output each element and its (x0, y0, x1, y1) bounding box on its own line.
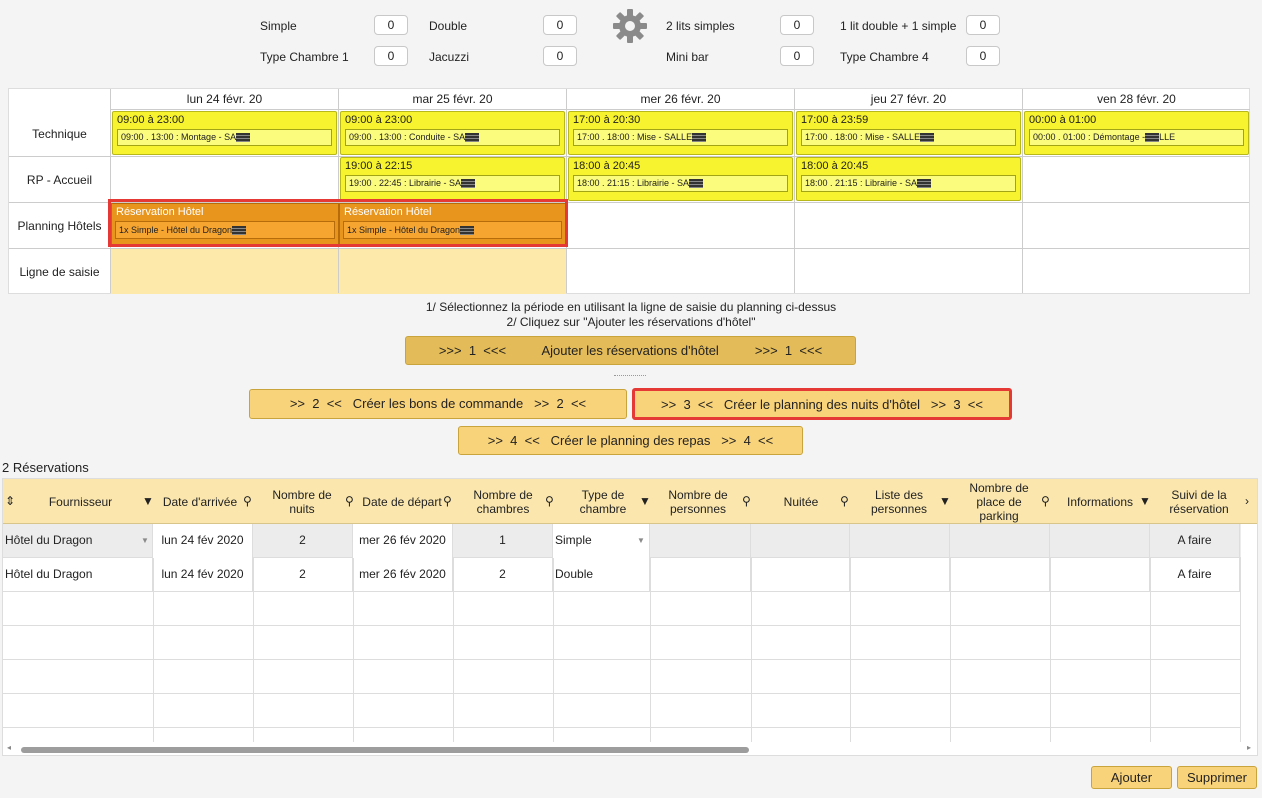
reservation-detail: 1x Simple - Hôtel du Dragon (119, 225, 233, 235)
redacted-mark (917, 179, 931, 188)
day-header-fri: ven 28 févr. 20 (1022, 89, 1250, 110)
event-detail: 17:00 . 18:00 : Mise - SALLE (805, 132, 921, 142)
counter-label-jacuzzi: Jacuzzi (429, 50, 470, 64)
event-detail: 18:00 . 21:15 : Librairie - SA (577, 178, 690, 188)
table-row[interactable] (3, 626, 1241, 660)
counter-double-simple-input[interactable]: 0 (966, 15, 1000, 35)
cell-liste[interactable] (850, 524, 950, 558)
col-suivi[interactable]: Suivi de la réservation (1169, 487, 1229, 516)
day-header-tue: mar 25 févr. 20 (338, 89, 566, 110)
search-icon[interactable]: ⚲ (443, 494, 452, 508)
event-time: 18:00 à 20:45 (573, 160, 641, 172)
create-orders-button[interactable]: >> 2 << Créer les bons de commande >> 2 << (249, 389, 627, 419)
filter-icon[interactable]: ▼ (1139, 494, 1151, 508)
row-label-planning-hotels: Planning Hôtels (17, 219, 102, 233)
gear-icon[interactable] (612, 8, 648, 44)
counter-double-input[interactable]: 0 (543, 15, 577, 35)
event-technique-mon[interactable] (112, 111, 337, 155)
redacted-mark (232, 226, 246, 235)
event-time: 19:00 à 22:15 (345, 160, 413, 172)
event-technique-tue[interactable] (340, 111, 565, 155)
event-time: 17:00 à 20:30 (573, 114, 641, 126)
counter-jacuzzi-input[interactable]: 0 (543, 46, 577, 66)
col-liste-personnes[interactable]: Liste des personnes (870, 487, 928, 516)
reservation-title: Réservation Hôtel (344, 206, 432, 218)
event-rp-wed[interactable] (568, 157, 793, 201)
cell-fournisseur[interactable]: Hôtel du Dragon (3, 558, 153, 592)
event-time: 17:00 à 23:59 (801, 114, 869, 126)
table-row[interactable] (3, 592, 1241, 626)
table-row[interactable] (3, 660, 1241, 694)
col-nuitee[interactable]: Nuitée (783, 494, 819, 509)
filter-icon[interactable]: ▼ (639, 494, 651, 508)
event-time: 18:00 à 20:45 (801, 160, 869, 172)
col-informations[interactable]: Informations (1066, 494, 1134, 509)
row-label-ligne-saisie: Ligne de saisie (19, 265, 100, 279)
create-meals-planning-button[interactable]: >> 4 << Créer le planning des repas >> 4 << (458, 426, 803, 455)
cell-chambres[interactable]: 1 (453, 524, 553, 558)
hotel-reservation-tue[interactable] (339, 203, 566, 247)
reservations-count-title: 2 Réservations (2, 460, 89, 475)
counter-2-lits-input[interactable]: 0 (780, 15, 814, 35)
day-header-mon: lun 24 févr. 20 (110, 89, 338, 110)
counter-minibar-input[interactable]: 0 (780, 46, 814, 66)
search-icon[interactable]: ⚲ (1041, 494, 1050, 508)
cell-personnes[interactable] (650, 524, 751, 558)
col-type-chambre[interactable]: Type de chambre (579, 487, 627, 516)
redacted-mark (692, 133, 706, 142)
event-detail: 09:00 . 13:00 : Conduite - SA (349, 132, 466, 142)
cell-nuits[interactable]: 2 (253, 558, 353, 592)
col-nombre-personnes[interactable]: Nombre de personnes (668, 487, 728, 516)
event-detail: 09:00 . 13:00 : Montage - SA (121, 132, 237, 142)
scroll-right-icon[interactable]: ▸ (1247, 743, 1252, 752)
redacted-mark (461, 179, 475, 188)
event-technique-thu[interactable] (796, 111, 1021, 155)
instruction-line-1: 1/ Sélectionnez la période en utilisant la ligne de saisie du planning ci-dessus (425, 300, 837, 314)
counter-label-type1: Type Chambre 1 (260, 50, 349, 64)
table-header (3, 479, 1258, 524)
hotel-reservation-mon[interactable] (111, 203, 339, 247)
cell-personnes[interactable] (650, 558, 751, 592)
chevron-right-icon[interactable]: › (1245, 494, 1249, 508)
event-detail: 17:00 . 18:00 : Mise - SALLE (577, 132, 693, 142)
event-detail-suffix: LLE (1159, 132, 1176, 142)
cell-suivi[interactable]: A faire (1150, 524, 1240, 558)
cell-nuitee[interactable] (751, 524, 850, 558)
redacted-mark (460, 226, 474, 235)
redacted-mark (236, 133, 250, 142)
counter-label-double-simple: 1 lit double + 1 simple (840, 19, 957, 33)
sort-icon[interactable]: ⇕ (5, 494, 16, 508)
dropdown-arrow-icon[interactable]: ▼ (637, 536, 645, 545)
event-technique-wed[interactable] (568, 111, 793, 155)
event-rp-tue[interactable] (340, 157, 565, 201)
counter-label-minibar: Mini bar (666, 50, 709, 64)
redacted-mark (1145, 133, 1159, 142)
col-nombre-chambres[interactable]: Nombre de chambres (473, 487, 533, 516)
table-row[interactable] (3, 558, 1241, 592)
cell-nuitee[interactable] (751, 558, 850, 592)
instruction-line-2: 2/ Cliquez sur "Ajouter les réservations d'hôtel" (506, 315, 756, 329)
search-icon[interactable]: ⚲ (545, 494, 554, 508)
cell-arrivee[interactable]: lun 24 fév 2020 (153, 558, 253, 592)
event-rp-thu[interactable] (796, 157, 1021, 201)
cell-informations[interactable] (1050, 558, 1150, 592)
cell-arrivee[interactable]: lun 24 fév 2020 (153, 524, 253, 558)
table-row[interactable] (3, 524, 1241, 558)
redacted-mark (465, 133, 479, 142)
counter-label-2-lits: 2 lits simples (666, 19, 735, 33)
cell-parking[interactable] (950, 524, 1050, 558)
cell-type[interactable]: Simple (553, 524, 650, 558)
col-fournisseur[interactable]: Fournisseur (48, 494, 113, 509)
event-time: 00:00 à 01:00 (1029, 114, 1097, 126)
add-hotel-reservations-button[interactable]: >>> 1 <<< Ajouter les réservations d'hôtel >>> 1 <<< (405, 336, 856, 365)
table-row[interactable] (3, 694, 1241, 728)
cell-suivi[interactable]: A faire (1150, 558, 1240, 592)
counter-label-double: Double (429, 19, 468, 33)
reservation-title: Réservation Hôtel (116, 206, 204, 218)
day-header-wed: mer 26 févr. 20 (566, 89, 794, 110)
cell-parking[interactable] (950, 558, 1050, 592)
col-nombre-parking[interactable]: Nombre de place de parking (969, 480, 1029, 523)
col-date-arrivee[interactable]: Date d'arrivée (162, 494, 238, 509)
counter-type4-input[interactable]: 0 (966, 46, 1000, 66)
cell-liste[interactable] (850, 558, 950, 592)
planning-grid (8, 88, 1250, 294)
cell-informations[interactable] (1050, 524, 1150, 558)
row-label-rp-accueil: RP - Accueil (26, 173, 93, 187)
filter-icon[interactable]: ▼ (142, 494, 154, 508)
col-nombre-nuits[interactable]: Nombre de nuits (272, 487, 332, 516)
search-icon[interactable]: ⚲ (345, 494, 354, 508)
cell-depart[interactable]: mer 26 fév 2020 (353, 558, 453, 592)
search-icon[interactable]: ⚲ (742, 494, 751, 508)
row-label-technique: Technique (32, 127, 87, 141)
day-header-thu: jeu 27 févr. 20 (794, 89, 1022, 110)
search-icon[interactable]: ⚲ (243, 494, 252, 508)
event-detail: 18:00 . 21:15 : Librairie - SA (805, 178, 918, 188)
create-nights-planning-button[interactable]: >> 3 << Créer le planning des nuits d'hôtel >> 3 << (632, 388, 1012, 420)
event-time: 09:00 à 23:00 (345, 114, 413, 126)
cell-nuits[interactable]: 2 (253, 524, 353, 558)
redacted-mark (689, 179, 703, 188)
counter-label-type4: Type Chambre 4 (840, 50, 929, 64)
counter-label-simple: Simple (260, 19, 297, 33)
dropdown-arrow-icon[interactable]: ▼ (141, 536, 149, 545)
reservations-table (2, 478, 1258, 756)
event-detail: 00:00 . 01:00 : Démontage - (1033, 132, 1146, 142)
delete-button[interactable]: Supprimer (1177, 766, 1257, 789)
counter-simple-input[interactable]: 0 (374, 15, 408, 35)
scroll-left-icon[interactable]: ◂ (7, 743, 12, 752)
event-detail: 19:00 . 22:45 : Librairie - SA (349, 178, 462, 188)
redacted-mark (920, 133, 934, 142)
reservation-detail: 1x Simple - Hôtel du Dragon (347, 225, 461, 235)
cell-fournisseur[interactable]: Hôtel du Dragon (3, 524, 153, 558)
counter-type1-input[interactable]: 0 (374, 46, 408, 66)
cell-depart[interactable]: mer 26 fév 2020 (353, 524, 453, 558)
horizontal-scrollbar[interactable] (21, 747, 749, 753)
event-time: 09:00 à 23:00 (117, 114, 185, 126)
cell-chambres[interactable]: 2 (453, 558, 553, 592)
splitter-handle[interactable] (614, 375, 646, 377)
search-icon[interactable]: ⚲ (840, 494, 849, 508)
cell-type[interactable]: Double (553, 558, 650, 592)
event-technique-fri[interactable] (1024, 111, 1249, 155)
add-button[interactable]: Ajouter (1091, 766, 1172, 789)
filter-icon[interactable]: ▼ (939, 494, 951, 508)
col-date-depart[interactable]: Date de départ (362, 494, 442, 509)
